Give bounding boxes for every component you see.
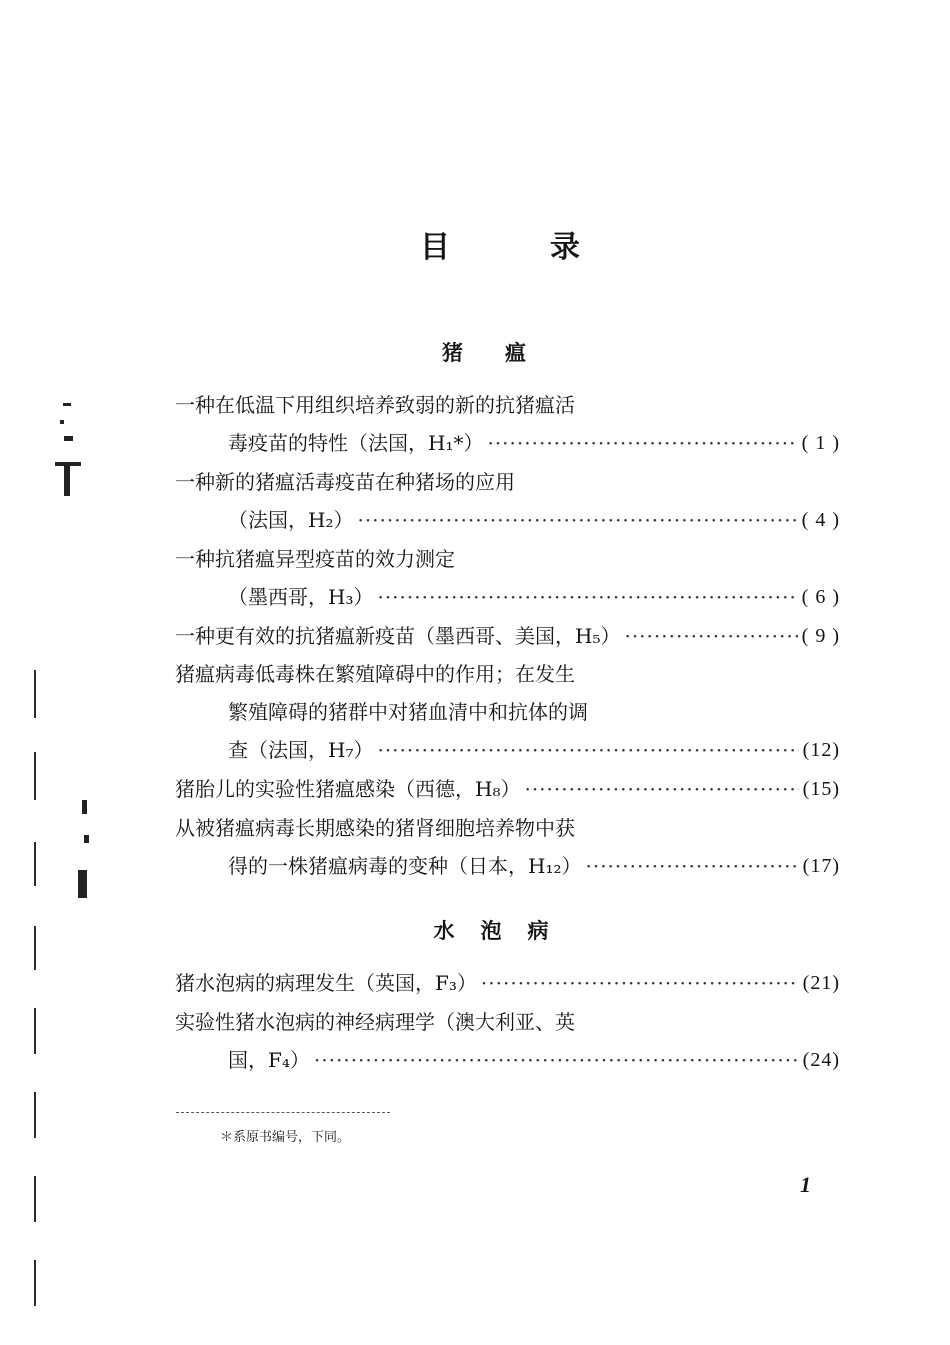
toc-entry-title: 一种抗猪瘟异型疫苗的效力测定 — [175, 547, 455, 571]
toc-entry-line[interactable] — [228, 1043, 840, 1077]
scan-line — [34, 842, 36, 886]
toc-entry-line[interactable] — [228, 580, 840, 614]
toc-entry-line[interactable] — [175, 619, 840, 653]
scan-line — [34, 752, 36, 800]
scan-line — [34, 1092, 36, 1138]
toc-entry-title: 猪胎儿的实验性猪瘟感染（西德，H₈） — [175, 777, 521, 801]
toc-entry-title: 繁殖障碍的猪群中对猪血清中和抗体的调 — [228, 700, 588, 724]
toc-page-number: ( 9 ) — [801, 625, 840, 647]
scan-mark — [84, 835, 89, 843]
toc-entry-title: 从被猪瘟病毒长期感染的猪肾细胞培养物中获 — [175, 816, 575, 840]
toc-page-number: ( 4 ) — [801, 509, 840, 531]
page-number: 1 — [800, 1172, 811, 1197]
toc-entry-line[interactable] — [175, 465, 840, 499]
toc-entry-title: 得的一株猪瘟病毒的变种（日本，H₁₂） — [228, 854, 582, 878]
scan-line — [34, 1008, 36, 1054]
scan-mark — [64, 436, 73, 441]
toc-entry-title: 一种在低温下用组织培养致弱的新的抗猪瘟活 — [175, 393, 575, 417]
leader-dots — [524, 772, 798, 806]
leader-dots — [357, 503, 797, 537]
toc-entry-title: 一种更有效的抗猪瘟新疫苗（墨西哥、美国，H₅） — [175, 624, 621, 648]
toc-entry-line[interactable] — [175, 388, 840, 422]
toc-entry-title: 猪水泡病的病理发生（英国，F₃） — [175, 971, 477, 995]
toc-entry-title: 一种新的猪瘟活毒疫苗在种猪场的应用 — [175, 470, 515, 494]
scan-mark — [78, 870, 87, 898]
toc-entry-line[interactable] — [228, 733, 840, 767]
toc-entry-line[interactable] — [175, 966, 840, 1000]
toc-page-number: ( 6 ) — [801, 586, 840, 608]
toc-entry-title: 查（法国，H₇） — [228, 738, 374, 762]
toc-page-number: (24) — [802, 1049, 840, 1071]
toc-entry-line[interactable] — [228, 503, 840, 537]
toc-entry-line[interactable] — [175, 811, 840, 845]
toc-page-number: (12) — [802, 739, 840, 761]
toc-page-number: (21) — [802, 972, 840, 994]
toc-entry-title: （墨西哥，H₃） — [228, 585, 374, 609]
leader-dots — [377, 580, 797, 614]
section-heading-vesicular-disease: 水泡病 — [433, 919, 575, 943]
toc-entry-title: （法国，H₂） — [228, 508, 354, 532]
leader-dots — [487, 426, 797, 460]
scan-mark — [63, 403, 71, 406]
toc-entry-line[interactable] — [175, 542, 840, 576]
toc-entry-title: 毒疫苗的特性（法国，H₁*） — [228, 431, 484, 455]
scan-mark — [82, 800, 87, 814]
toc-entry-title: 猪瘟病毒低毒株在繁殖障碍中的作用；在发生 — [175, 662, 575, 686]
leader-dots — [585, 849, 798, 883]
toc-entry-line[interactable] — [228, 695, 840, 729]
footnote: ＊系原书编号，下同。 — [220, 1130, 351, 1145]
leader-dots — [624, 619, 797, 653]
toc-entry-title: 国，F₄） — [228, 1048, 310, 1072]
toc-page-number: (17) — [802, 855, 840, 877]
scan-line — [34, 1260, 36, 1306]
toc-entry-line[interactable] — [175, 1005, 840, 1039]
toc-page-number: ( 1 ) — [801, 432, 840, 454]
leader-dots — [481, 966, 799, 1000]
toc-entry-line[interactable] — [175, 657, 840, 691]
footnote-divider — [176, 1112, 390, 1113]
scan-line — [34, 670, 36, 718]
section-heading-swine-fever: 猪瘟 — [442, 341, 568, 365]
toc-page-number: (15) — [802, 778, 840, 800]
leader-dots — [314, 1043, 799, 1077]
toc-entry-title: 实验性猪水泡病的神经病理学（澳大利亚、英 — [175, 1010, 575, 1034]
toc-entry-line[interactable] — [228, 849, 840, 883]
leader-dots — [377, 733, 798, 767]
page-title: 目录 — [420, 230, 680, 265]
scan-line — [34, 1176, 36, 1222]
toc-entry-line[interactable] — [228, 426, 840, 460]
scan-mark — [60, 420, 64, 424]
scan-mark — [64, 466, 70, 496]
toc-entry-line[interactable] — [175, 772, 840, 806]
